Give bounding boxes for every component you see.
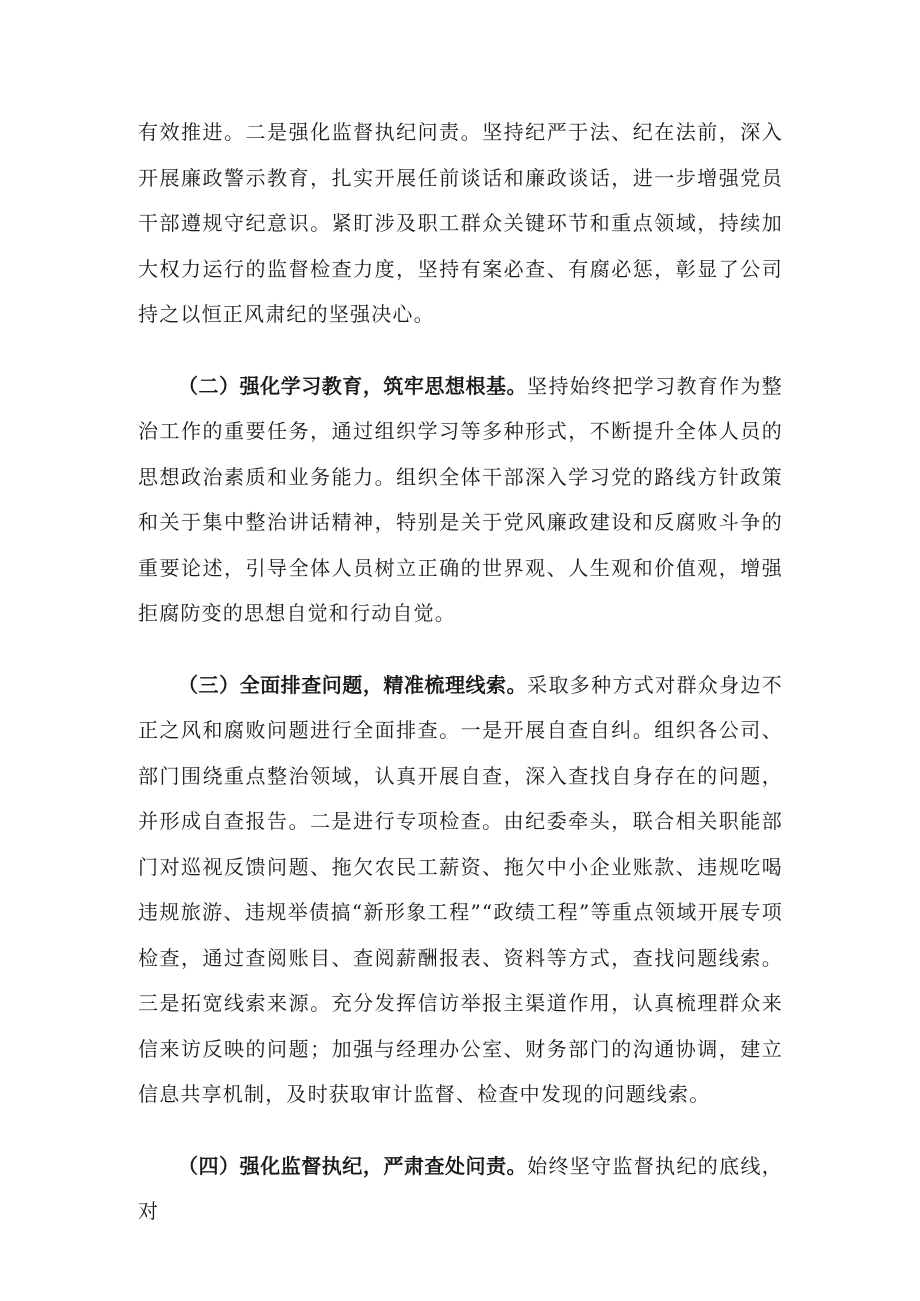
paragraph-text: 采取多种方式对群众身边不正之风和腐败问题进行全面排查。一是开展自查自纠。组织各公司、部门围绕重点整治领域，认真开展自查，深入查找自身存在的问题，并形成自查报告。二是进行专项检查。由纪委牵头，联合相关职能部门对巡视反馈问题、拖欠农民工薪资、拖欠中小企业账款、违规吃喝违规旅游、违规举债搞“新形象工程”“政绩工程”等重点领域开展专项检查，通过查阅账目、查阅薪酬报表、资料等方式，查找问题线索。三是拓宽线索来源。充分发挥信访举报主渠道作用，认真梳理群众来信来访反映的问题；加强与经理办公室、财务部门的沟通协调，建立信息共享机制，及时获取审计监督、检查中发现的问题线索。	[138, 672, 783, 1106]
paragraph-text: 有效推进。二是强化监督执纪问责。坚持纪严于法、纪在法前，深入开展廉政警示教育，扎实开展任前谈话和廉政谈话，进一步增强党员干部遵规守纪意识。紧盯涉及职工群众关键环节和重点领域，持续加大权力运行的监督检查力度，坚持有案必查、有腐必惩，彰显了公司持之以恒正风肃纪的坚强决心。	[138, 120, 783, 326]
document-body	[138, 110, 783, 1261]
paragraph-section-3	[138, 663, 783, 1118]
paragraph-text: 坚持始终把学习教育作为整治工作的重要任务，通过组织学习等多种形式，不断提升全体人员的思想政治素质和业务能力。组织全体干部深入学习党的路线方针政策和关于集中整治讲话精神，特别是关于党风廉政建设和反腐败斗争的重要论述，引导全体人员树立正确的世界观、人生观和价值观，增强拒腐防变的思想自觉和行动自觉。	[138, 373, 783, 625]
section-heading: （四）强化监督执纪，严肃查处问责。	[178, 1153, 528, 1178]
section-heading: （三）全面排查问题，精准梳理线索。	[178, 672, 528, 697]
paragraph-continuation	[138, 110, 783, 338]
paragraph-section-4	[138, 1144, 783, 1235]
paragraph-text: 始终坚守监督执纪的底线，对	[138, 1153, 783, 1223]
section-heading: （二）强化学习教育，筑牢思想根基。	[178, 373, 528, 398]
paragraph-section-2	[138, 364, 783, 637]
